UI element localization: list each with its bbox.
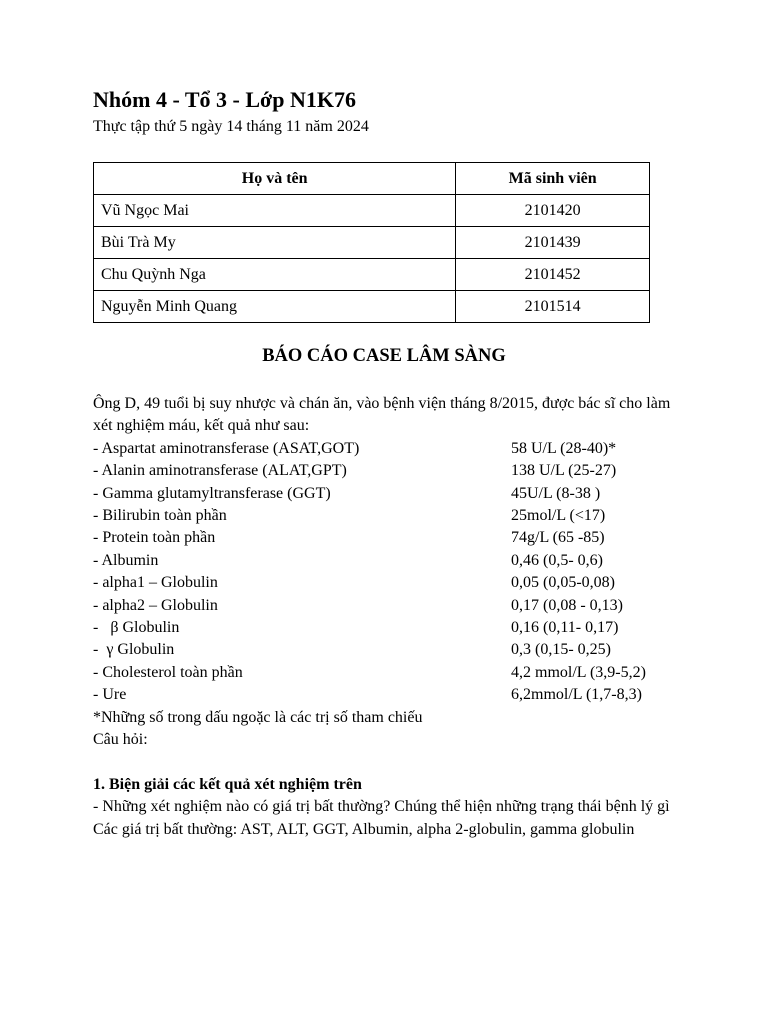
list-item	[93, 527, 683, 549]
test-value: 45U/L (8-38 )	[511, 484, 601, 502]
table-header-row	[94, 163, 650, 195]
test-value: 74g/L (65 -85)	[511, 529, 605, 547]
test-value: 6,2mmol/L (1,7-8,3)	[511, 686, 642, 704]
list-item	[93, 662, 683, 684]
report-body	[93, 393, 683, 841]
header-student-id: Mã sinh viên	[456, 163, 650, 195]
test-name: - β Globulin	[93, 618, 180, 636]
list-item	[93, 684, 683, 706]
question-answer: Các giá trị bất thường: AST, ALT, GGT, Albumin, alpha 2-globulin, gamma globulin	[93, 820, 635, 838]
test-value: 0,16 (0,11- 0,17)	[511, 618, 619, 636]
list-item	[93, 550, 683, 572]
test-value: 58 U/L (28-40)*	[511, 439, 617, 457]
test-name: - Aspartat aminotransferase (ASAT,GOT)	[93, 439, 360, 457]
test-name: - γ Globulin	[93, 641, 175, 659]
list-item	[93, 595, 683, 617]
list-item	[93, 572, 683, 594]
table-row	[94, 227, 650, 259]
table-row	[94, 195, 650, 227]
test-value: 4,2 mmol/L (3,9-5,2)	[511, 663, 646, 681]
member-name: Bùi Trà My	[94, 227, 456, 259]
member-id: 2101420	[456, 195, 650, 227]
test-name: - Protein toàn phần	[93, 529, 216, 547]
list-item	[93, 639, 683, 661]
test-value: 25mol/L (<17)	[511, 506, 606, 524]
list-item	[93, 438, 683, 460]
member-name: Nguyễn Minh Quang	[94, 291, 456, 323]
table-row	[94, 291, 650, 323]
question-title: 1. Biện giải các kết quả xét nghiệm trên	[93, 775, 362, 793]
list-item	[93, 505, 683, 527]
test-name: - Gamma glutamyltransferase (GGT)	[93, 484, 331, 502]
list-item	[93, 460, 683, 482]
test-value: 138 U/L (25-27)	[511, 462, 617, 480]
test-value: 0,3 (0,15- 0,25)	[511, 641, 611, 659]
member-id: 2101452	[456, 259, 650, 291]
header-name: Họ và tên	[94, 163, 456, 195]
report-title: BÁO CÁO CASE LÂM SÀNG	[262, 346, 506, 366]
list-item	[93, 483, 683, 505]
reference-footnote: *Những số trong dấu ngoặc là các trị số tham chiếu	[93, 708, 423, 726]
member-name: Vũ Ngọc Mai	[94, 195, 456, 227]
test-name: - Cholesterol toàn phần	[93, 663, 243, 681]
member-id: 2101514	[456, 291, 650, 323]
questions-label: Câu hỏi:	[93, 730, 148, 748]
test-name: - Bilirubin toàn phần	[93, 506, 227, 524]
list-item	[93, 617, 683, 639]
test-name: - Alanin aminotransferase (ALAT,GPT)	[93, 462, 347, 480]
test-value: 0,05 (0,05-0,08)	[511, 574, 615, 592]
table-row	[94, 259, 650, 291]
case-intro: Ông D, 49 tuổi bị suy nhược và chán ăn, vào bệnh viện tháng 8/2015, được bác sĩ cho làm xét nghiệm máu, kết quả như sau:	[93, 395, 671, 435]
test-name: - alpha1 – Globulin	[93, 574, 218, 592]
test-value: 0,46 (0,5- 0,6)	[511, 551, 603, 569]
spacer	[93, 751, 683, 773]
question-prompt: - Những xét nghiệm nào có giá trị bất thường? Chúng thể hiện những trạng thái bệnh lý gì	[93, 798, 670, 816]
test-value: 0,17 (0,08 - 0,13)	[511, 596, 623, 614]
members-table	[93, 162, 650, 323]
test-name: - alpha2 – Globulin	[93, 596, 218, 614]
document-title: Nhóm 4 - Tổ 3 - Lớp N1K76	[93, 87, 356, 112]
test-name: - Ure	[93, 686, 127, 704]
member-name: Chu Quỳnh Nga	[94, 259, 456, 291]
document-subtitle: Thực tập thứ 5 ngày 14 tháng 11 năm 2024	[93, 118, 369, 135]
member-id: 2101439	[456, 227, 650, 259]
test-name: - Albumin	[93, 551, 159, 569]
